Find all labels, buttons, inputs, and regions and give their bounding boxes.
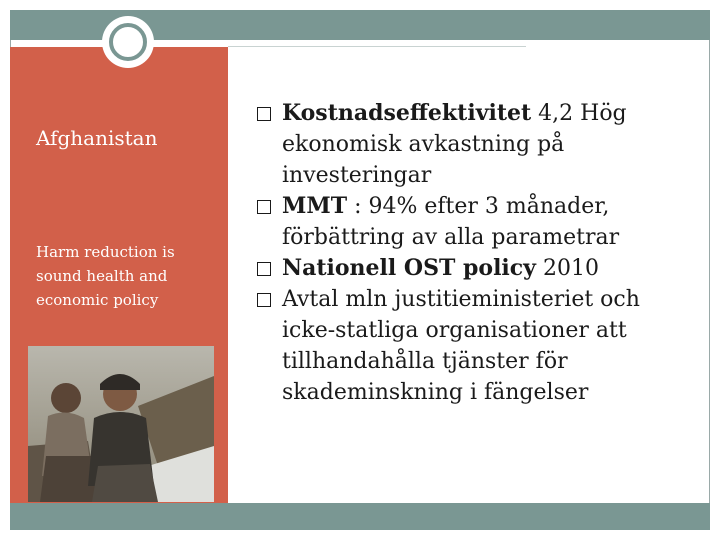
bullet-bold-text: MMT	[282, 193, 348, 219]
square-bullet-icon	[257, 107, 271, 121]
bullet-bold-text: Kostnadseffektivitet	[282, 100, 532, 126]
bullet-text: Avtal mln justitieministeriet och icke-statliga organisationer att tillhandahålla tjänster för skademinskning i fängelser	[282, 287, 640, 405]
list-item	[254, 284, 698, 408]
photo-children	[28, 346, 214, 502]
top-rule	[228, 46, 526, 47]
bullet-bold-text: Nationell OST policy	[282, 255, 536, 281]
list-item	[254, 191, 698, 253]
list-item	[254, 253, 698, 284]
ring-icon	[102, 16, 154, 68]
slide-subtitle: Harm reduction is sound health and economic policy	[36, 243, 175, 309]
bullet-list	[254, 98, 698, 408]
square-bullet-icon	[257, 293, 271, 307]
square-bullet-icon	[257, 262, 271, 276]
bottom-band	[10, 503, 710, 530]
bullet-text: : 94% efter 3 månader, förbättring av alla parametrar	[282, 194, 620, 250]
bullet-text: 4,2 Hög ekonomisk avkastning på investeringar	[282, 101, 627, 188]
list-item	[254, 98, 698, 191]
bullet-text: 2010	[535, 256, 599, 281]
slide-title: Afghanistan	[36, 126, 158, 150]
square-bullet-icon	[257, 200, 271, 214]
